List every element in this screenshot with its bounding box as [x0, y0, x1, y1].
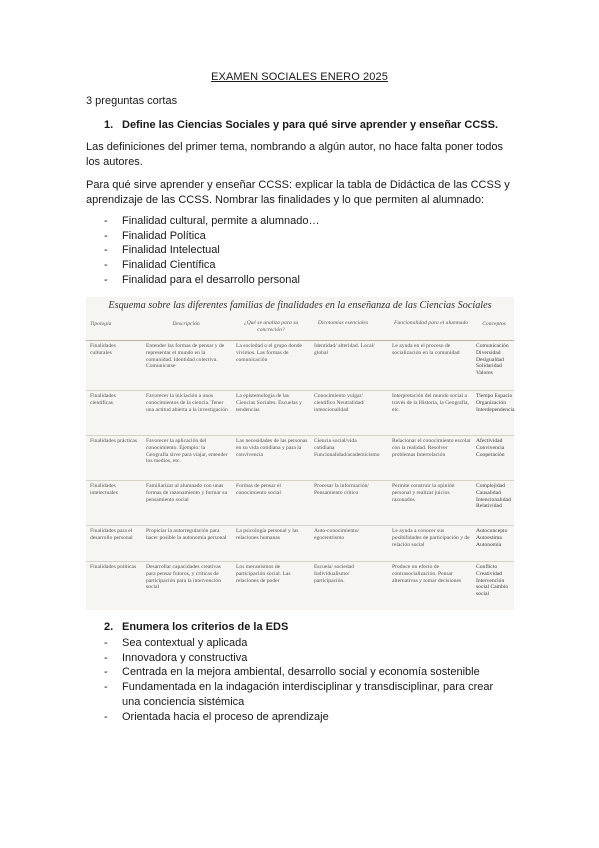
list-item: - Finalidad cultural, permite a alumnado… [86, 214, 514, 229]
cell-analiza: Los mecanismos de participación social. Las relaciones de poder [236, 564, 291, 584]
cell-dicotomias: Auto-conocimiento/ egocentrismo [314, 528, 360, 541]
cell-tipologia: Finalidades políticas [90, 564, 137, 570]
question-1-paragraph-2: Para qué sirve aprender y enseñar CCSS: explicar la tabla de Didáctica de las CCSS y aprendizaje de las CCSS. Nombrar las finalidades y lo que permiten al alumnado: [86, 179, 510, 206]
cell-conceptos: Comunicación Diversidad Desigualdad Solidaridad Valores [476, 343, 509, 377]
list-item: - Innovadora y constructiva [86, 651, 514, 666]
question-1-paragraph-1: Las definiciones del primer tema, nombrando a algún autor, no hace falta poner todos los autores. [86, 141, 504, 168]
cell-funcionalidad: Le ayuda en el proceso de socialización en la comunidad [392, 343, 460, 356]
cell-funcionalidad: Le ayuda a conocer sus posibilidades de participación y de relación social [392, 528, 470, 548]
cell-conceptos: Autoconcepto Autoestima Autonomía [476, 528, 508, 548]
table-row [86, 340, 514, 391]
question-2-number: 2. [104, 621, 114, 633]
cell-analiza: La psicología personal y las relaciones humanas [236, 528, 299, 541]
cell-conceptos: Complejidad Causalidad Intencionalidad Relatividad [476, 483, 511, 510]
header-conceptos: Conceptos [482, 321, 506, 327]
list-item: - Finalidad Intelectual [86, 243, 514, 258]
cell-analiza: Formas de pensar el conocimiento social [236, 483, 281, 496]
question-1-number: 1. [104, 119, 114, 131]
cell-tipologia: Finalidades científicas [90, 393, 116, 406]
cell-descripcion: Entender las formas de pensar y de representar el mundo en la comunidad. Identidad colectiva. Comunicarse [146, 343, 225, 370]
cell-funcionalidad: Interpretación del mundo social a través de la Historia, la Geografía, etc. [392, 393, 469, 413]
list-item: - Centrada en la mejora ambiental, desarrollo social y economía sostenible [86, 665, 514, 680]
cell-funcionalidad: Produce un efecto de contrasocialización. Pensar alternativas y tomar decisiones [392, 564, 462, 584]
table-row [86, 480, 514, 526]
cell-descripcion: Desarrollar capacidades creativas para pensar futuros, y críticas de participación para la intervención social [146, 564, 222, 591]
question-1-text: Define las Ciencias Sociales y para qué sirve aprender y enseñar CCSS. [122, 119, 499, 131]
table-row [86, 435, 514, 481]
scanned-table-caption: Esquema sobre las diferentes familias de finalidades en la enseñanza de las Ciencias Sociales [108, 300, 492, 311]
cell-tipologia: Finalidades culturales [90, 343, 116, 356]
cell-funcionalidad: Relacionar el conocimiento escolar con la realidad. Resolver problemas Interrelación [392, 438, 471, 458]
cell-descripcion: Propiciar la autorregulación para hacer posible la autonomía personal [146, 528, 227, 541]
table-row [86, 525, 514, 562]
list-item: - Finalidad Política [86, 229, 514, 244]
cell-analiza: La sociedad o el grupo donde vivimos. Las formas de comunicación [236, 343, 303, 363]
cell-descripcion: Favorecer la iniciación a unos conocimientos de la ciencia. Tener una actitud abierta a la investigación [146, 393, 228, 413]
cell-dicotomias: Escuela/ sociedad Individualismo/ participación. [314, 564, 354, 584]
list-item: - Finalidad Científica [86, 258, 514, 273]
list-item: - Fundamentada en la indagación interdisciplinar y transdisciplinar, para crear una conciencia sistémica [86, 680, 514, 709]
cell-tipologia: Finalidades para el desarrollo personal [90, 528, 133, 541]
cell-descripcion: Familiarizar al alumnado con unas formas de razonamiento y formar su pensamiento social [146, 483, 228, 503]
table-row [86, 390, 514, 436]
cell-funcionalidad: Permite construir la opinión personal y realizar juicios razonados [392, 483, 455, 503]
header-funcionalidad: Funcionalidad para el alumnado [393, 320, 469, 326]
cell-tipologia: Finalidades intelectuales [90, 483, 118, 496]
cell-analiza: Las necesidades de las personas en su vida cotidiana y para la convivencia [236, 438, 308, 458]
list-item: - Orientada hacia el proceso de aprendizaje [86, 710, 514, 725]
list-item: - Sea contextual y aplicada [86, 636, 514, 651]
cell-dicotomias: Ciencia social/vida cotidiana Funcionalidad/academicismo [314, 438, 380, 458]
cell-conceptos: Afectividad Convivencia Cooperación [476, 438, 505, 458]
document-subtitle: 3 preguntas cortas [86, 95, 178, 107]
header-dicotomias: Dicotomías esenciales [317, 320, 369, 326]
cell-dicotomias: Identidad/ alteridad. Local/ global [314, 343, 375, 356]
cell-dicotomias: Conocimiento vulgar/ científico Neutralidad/ intencionalidad [314, 393, 365, 413]
cell-dicotomias: Procesar la información/ Pensamiento crítico [314, 483, 369, 496]
question-1-list [86, 214, 514, 288]
table-row [86, 561, 514, 609]
scanned-table-header [86, 318, 514, 341]
question-2-heading [104, 621, 288, 633]
scanned-table-image [86, 297, 514, 610]
question-2-list [86, 636, 514, 724]
document-title: EXAMEN SOCIALES ENERO 2025 [211, 71, 388, 83]
header-analiza: ¿Qué se analiza para su concreción? [243, 320, 299, 333]
cell-conceptos: Tiempo Espacio Organización Interdependencia [476, 393, 515, 413]
cell-analiza: La epistemología de las Ciencias Sociales. Escuelas y tendencias [236, 393, 302, 413]
list-item: - Finalidad para el desarrollo personal [86, 273, 514, 288]
header-tipologia: Tipología [90, 321, 112, 327]
question-2-text: Enumera los criterios de la EDS [122, 621, 289, 633]
cell-tipologia: Finalidades prácticas [90, 438, 138, 444]
cell-conceptos: Conflicto Creatividad Intervención social Cambio social [476, 564, 509, 598]
question-1-heading [104, 119, 498, 131]
header-descripcion: Descripción [172, 321, 200, 327]
cell-descripcion: Favorecer la aplicación del conocimiento. Ejemplo: la Geografía sirve para viajar, entender los medios, etc. [146, 438, 228, 465]
